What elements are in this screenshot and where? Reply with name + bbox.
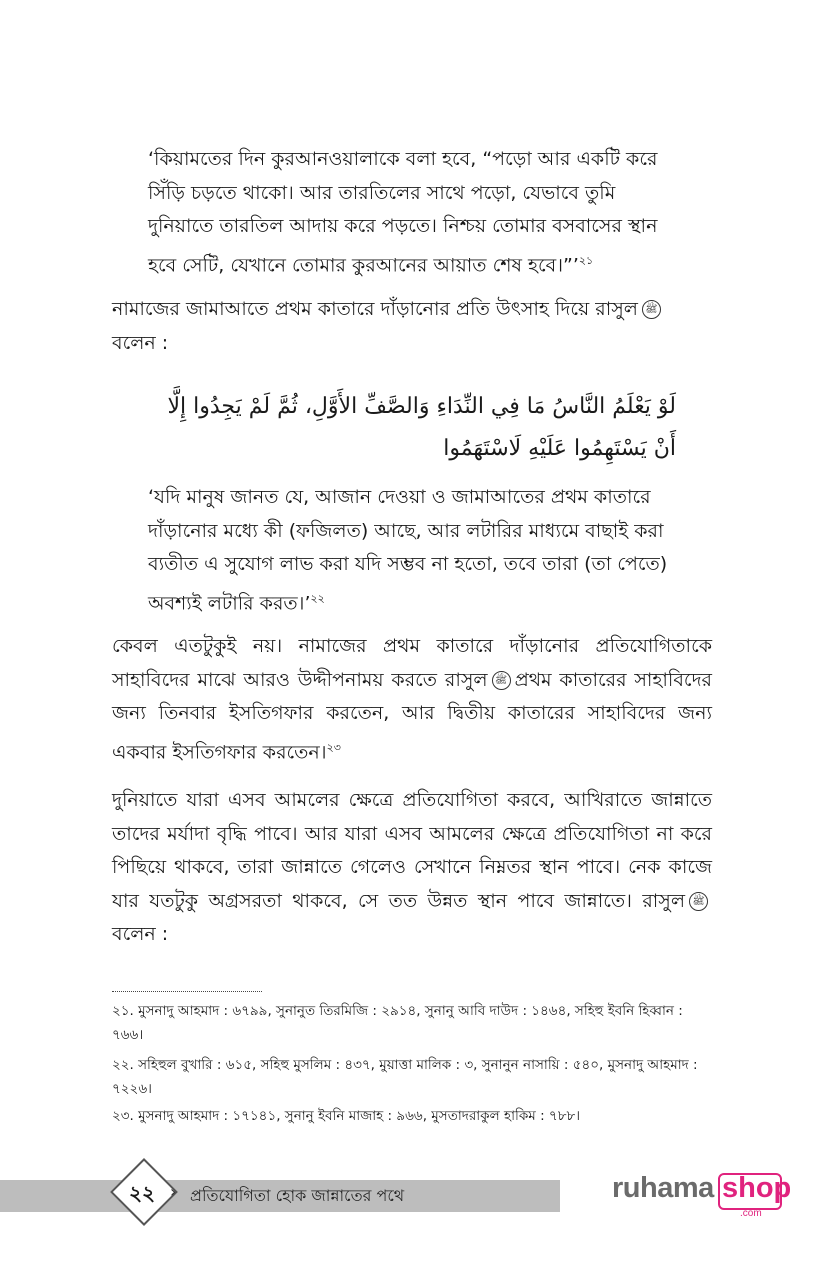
brand-logo-shop: shop [722,1172,792,1204]
salawat-icon: ﷺ [492,671,511,690]
paragraph-competition-text: দুনিয়াতে যারা এসব আমলের ক্ষেত্রে প্রতিযোগিতা করবে, আখিরাতে জান্নাতে তাদের মর্যাদা বৃদ্ধি পাবে। আর যারা এসব আমলের ক্ষেত্রে প্রতিযোগিতা না করে পিছিয়ে থাকবে, তারা জান্নাতে গেলেও সেখানে নিম্নতর স্থান পাবে। নেক কাজে যার যতটুকু অগ্রসরতা থাকবে, সে তত উন্নত স্থান পাবে জান্নাতে। রাসুল [112,789,712,912]
page-number: ২২ [128,1181,155,1205]
chevron-right-icon: › [170,1182,177,1201]
running-title: প্রতিযোগিতা হোক জান্নাতের পথে [190,1186,405,1205]
footnote-ref-23[interactable]: ২৩ [326,740,341,754]
hadith-quote-2 [148,481,678,620]
paragraph-jamaat [112,293,712,360]
arabic-hadith: لَوْ يَعْلَمُ النَّاسُ مَا فِي النِّدَاءِ وَالصَّفِّ الأَوَّلِ، ثُمَّ لَمْ يَجِدُوا إِلَّا أَنْ يَسْتَهِمُوا عَلَيْهِ لَاسْتَهَمُوا [167,394,676,461]
paragraph-competition-end: বলেন : [112,923,169,945]
brand-logo-ruhama: ruhama [612,1172,714,1204]
footnote-21: ২১. মুসনাদু আহমাদ : ৬৭৯৯, সুনানুত তিরমিজি : ২৯১৪, সুনানু আবি দাউদ : ১৪৬৪, সহিহু ইবনি হিব্বান : ৭৬৬। [112,1003,683,1043]
paragraph-istighfar-text-b: প্রথম কাতারের সাহাবিদের জন্য তিনবার ইসতিগফার করতেন, আর দ্বিতীয় কাতারের সাহাবিদের জন্য একবার ইসতিগফার করতেন। [112,668,712,763]
salawat-icon: ﷺ [689,892,708,911]
hadith-quote-1-text: ‘কিয়ামতের দিন কুরআনওয়ালাকে বলা হবে, “পড়ো আর একটি করে সিঁড়ি চড়তে থাকো। আর তারতিলের সাথে পড়ো, যেভাবে তুমি দুনিয়াতে তারতিল আদায় করে পড়তে। নিশ্চয় তোমার বসবাসের স্থান হবে সেটি, যেখানে তোমার কুরআনের আয়াত শেষ হবে।”’ [148,148,658,276]
paragraph-istighfar [112,630,712,769]
footnote-divider [112,991,262,992]
brand-logo-com: .com [740,1208,762,1219]
paragraph-istighfar-text-a: কেবল এতটুকুই নয়। নামাজের প্রথম কাতারে দাঁড়ানোর প্রতিযোগিতাকে সাহাবিদের মাঝে আরও উদ্দীপনাময় করতে রাসুল [112,635,712,691]
paragraph-jamaat-end: বলেন : [112,331,169,354]
paragraph-competition [112,784,712,952]
salawat-icon: ﷺ [642,300,661,319]
footnote-22: ২২. সহিহুল বুখারি : ৬১৫, সহিহু মুসলিম : ৪৩৭, মুয়াত্তা মালিক : ৩, সুনানুন নাসায়ি : ৫৪০, মুসনাদু আহমাদ : ৭২২৬। [112,1057,698,1097]
footnote-23: ২৩. মুসনাদু আহমাদ : ১৭১৪১, সুনানু ইবনি মাজাহ : ৯৬৬, মুসতাদরাকুল হাকিম : ৭৮৮। [112,1108,581,1124]
hadith-quote-1 [148,143,678,282]
hadith-quote-2-text: ‘যদি মানুষ জানত যে, আজান দেওয়া ও জামাআতের প্রথম কাতারে দাঁড়ানোর মধ্যে কী (ফজিলত) আছে, আর লটারির মাধ্যমে বাছাই করা ব্যতীত এ সুযোগ লাভ করা যদি সম্ভব না হতো, তবে তারা (তা পেতে) অবশ্যই লটারি করত।’ [148,486,668,614]
footnote-ref-21[interactable]: ২১ [578,253,594,267]
paragraph-jamaat-text: নামাজের জামাআতে প্রথম কাতারে দাঁড়ানোর প্রতি উৎসাহ দিয়ে রাসুল [112,298,638,320]
footnote-ref-22[interactable]: ২২ [310,591,325,605]
